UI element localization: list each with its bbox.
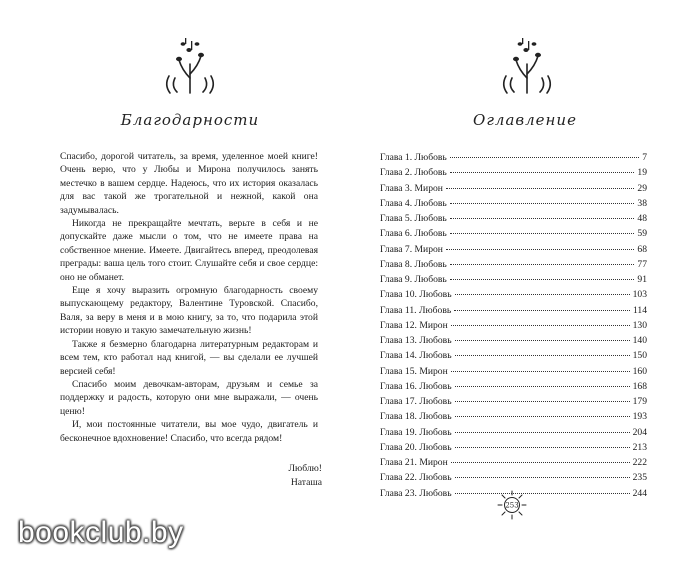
acknowledgements-paragraph: Спасибо, дорогой читатель, за время, уделенное моей книге! Очень верю, что у Любы и Мирона получилось занять местечко в вашем сердце. Надеюсь, что их история оказалась для вас такой же трогательной и нежной, какой она задумывалась. xyxy=(60,151,318,216)
toc-page-number: 160 xyxy=(632,365,647,377)
toc-chapter-title: Глава 5. Любовь xyxy=(380,213,447,224)
toc-dot-leader xyxy=(455,386,630,387)
toc-page-number: 213 xyxy=(632,441,647,453)
toc-entry xyxy=(380,213,647,228)
toc-entry xyxy=(380,427,647,442)
toc-entry xyxy=(380,274,647,289)
toc-dot-leader xyxy=(446,249,634,250)
toc-chapter-title: Глава 10. Любовь xyxy=(380,289,452,301)
contents-page xyxy=(350,0,700,565)
acknowledgements-heading: Благодарности xyxy=(120,111,260,129)
toc-entry xyxy=(380,442,647,457)
toc-chapter-title: Глава 20. Любовь xyxy=(380,441,452,453)
toc-entry xyxy=(380,350,647,365)
toc-chapter-title: Глава 12. Мирон xyxy=(380,319,448,331)
toc-chapter-title: Глава 19. Любовь xyxy=(380,426,452,438)
toc-entry xyxy=(380,305,647,320)
music-tree-emblem-icon xyxy=(155,38,225,98)
toc-dot-leader xyxy=(455,477,630,478)
toc-dot-leader xyxy=(454,310,630,311)
toc-page-number: 59 xyxy=(637,228,647,240)
toc-dot-leader xyxy=(455,432,630,433)
toc-chapter-title: Глава 2. Любовь xyxy=(380,167,447,179)
toc-dot-leader xyxy=(455,294,630,295)
table-of-contents xyxy=(380,152,647,503)
music-tree-emblem-icon xyxy=(492,38,562,98)
toc-page-number: 29 xyxy=(637,182,647,194)
acknowledgements-text xyxy=(60,150,318,445)
toc-page-number: 91 xyxy=(637,274,647,285)
toc-page-number: 77 xyxy=(637,258,647,270)
toc-page-number: 150 xyxy=(632,350,647,362)
sun-ornament-icon xyxy=(497,490,527,520)
toc-page-number: 38 xyxy=(637,197,647,209)
toc-page-number: 244 xyxy=(632,487,647,499)
toc-page-number: 19 xyxy=(637,167,647,179)
toc-dot-leader xyxy=(450,264,635,265)
toc-page-number: 130 xyxy=(632,319,647,331)
toc-page-number: 48 xyxy=(637,213,647,224)
toc-chapter-title: Глава 7. Мирон xyxy=(380,243,443,255)
toc-chapter-title: Глава 17. Любовь xyxy=(380,396,452,407)
acknowledgements-paragraph: Еще я хочу выразить огромную благодарность своему выпускающему редактору, Валентине Туровской. Спасибо, Валя, за веру в меня и в мою книгу, за то, что подарила этой истории новую и такую замечательную жизнь! xyxy=(60,285,318,337)
contents-heading: Оглавление xyxy=(473,111,577,129)
page-number: 253 xyxy=(505,501,519,510)
watermark-logo: bookclub.by xyxy=(18,516,184,549)
toc-entry xyxy=(380,228,647,243)
toc-dot-leader xyxy=(455,355,630,356)
toc-dot-leader xyxy=(450,203,635,204)
toc-page-number: 114 xyxy=(632,304,647,316)
toc-entry xyxy=(380,289,647,304)
signature xyxy=(60,462,322,490)
toc-chapter-title: Глава 21. Мирон xyxy=(380,457,448,468)
toc-dot-leader xyxy=(455,447,630,448)
acknowledgements-paragraph: Также я безмерно благодарна литературным редакторам и всем тем, кто работал над книгой, — вы сделали ее лучшей версией себя! xyxy=(60,338,318,377)
toc-chapter-title: Глава 11. Любовь xyxy=(380,304,452,316)
toc-page-number: 140 xyxy=(632,335,647,346)
toc-dot-leader xyxy=(450,157,639,158)
toc-dot-leader xyxy=(451,325,630,326)
toc-entry xyxy=(380,457,647,472)
toc-chapter-title: Глава 18. Любовь xyxy=(380,411,452,423)
toc-entry xyxy=(380,396,647,411)
acknowledgements-paragraph: И, мои постоянные читатели, вы мое чудо, двигатель и бесконечное вдохновение! Спасибо, что всегда рядом! xyxy=(60,419,318,444)
toc-entry xyxy=(380,320,647,335)
toc-page-number: 68 xyxy=(637,243,647,255)
toc-entry xyxy=(380,335,647,350)
toc-chapter-title: Глава 23. Любовь xyxy=(380,487,452,499)
toc-dot-leader xyxy=(450,279,635,280)
toc-chapter-title: Глава 4. Любовь xyxy=(380,197,447,209)
toc-chapter-title: Глава 8. Любовь xyxy=(380,258,447,270)
toc-dot-leader xyxy=(450,233,635,234)
toc-entry xyxy=(380,167,647,182)
toc-chapter-title: Глава 1. Любовь xyxy=(380,152,447,163)
toc-chapter-title: Глава 15. Мирон xyxy=(380,365,448,377)
toc-dot-leader xyxy=(455,340,630,341)
toc-chapter-title: Глава 14. Любовь xyxy=(380,350,452,362)
toc-chapter-title: Глава 9. Любовь xyxy=(380,274,447,285)
toc-page-number: 193 xyxy=(632,411,647,423)
toc-entry xyxy=(380,198,647,213)
acknowledgements-paragraph: Спасибо моим девочкам-авторам, друзьям и семье за поддержку и радость, которую они мне выражали, — очень ценю! xyxy=(60,378,318,417)
toc-chapter-title: Глава 13. Любовь xyxy=(380,335,452,346)
toc-chapter-title: Глава 6. Любовь xyxy=(380,228,447,240)
toc-page-number: 222 xyxy=(632,457,647,468)
toc-entry xyxy=(380,152,647,167)
acknowledgements-paragraph: Никогда не прекращайте мечтать, верьте в себя и не допускайте даже мысли о том, что не имеете права на собственное мнение. Имеете. Двигайтесь вперед, преодолевая преграды: ваша цель того стоит. Слушайте себя и свое сердце: оно не обманет. xyxy=(60,218,318,283)
toc-page-number: 103 xyxy=(632,289,647,301)
toc-dot-leader xyxy=(446,188,634,189)
toc-entry xyxy=(380,259,647,274)
toc-chapter-title: Глава 3. Мирон xyxy=(380,182,443,194)
toc-entry xyxy=(380,366,647,381)
toc-entry xyxy=(380,244,647,259)
signature-closing: Люблю! xyxy=(288,463,322,474)
toc-entry xyxy=(380,381,647,396)
toc-page-number: 168 xyxy=(632,380,647,392)
toc-entry xyxy=(380,472,647,487)
toc-chapter-title: Глава 22. Любовь xyxy=(380,472,452,484)
toc-dot-leader xyxy=(450,218,635,219)
toc-dot-leader xyxy=(455,401,630,402)
toc-entry xyxy=(380,183,647,198)
toc-entry xyxy=(380,411,647,426)
toc-page-number: 235 xyxy=(632,472,647,484)
toc-page-number: 7 xyxy=(642,152,647,163)
toc-dot-leader xyxy=(451,371,630,372)
toc-page-number: 204 xyxy=(632,426,647,438)
toc-page-number: 179 xyxy=(632,396,647,407)
toc-dot-leader xyxy=(455,493,630,494)
toc-dot-leader xyxy=(450,172,635,173)
toc-chapter-title: Глава 16. Любовь xyxy=(380,380,452,392)
toc-dot-leader xyxy=(451,462,630,463)
toc-dot-leader xyxy=(455,416,630,417)
signature-name: Наташа xyxy=(290,477,322,488)
